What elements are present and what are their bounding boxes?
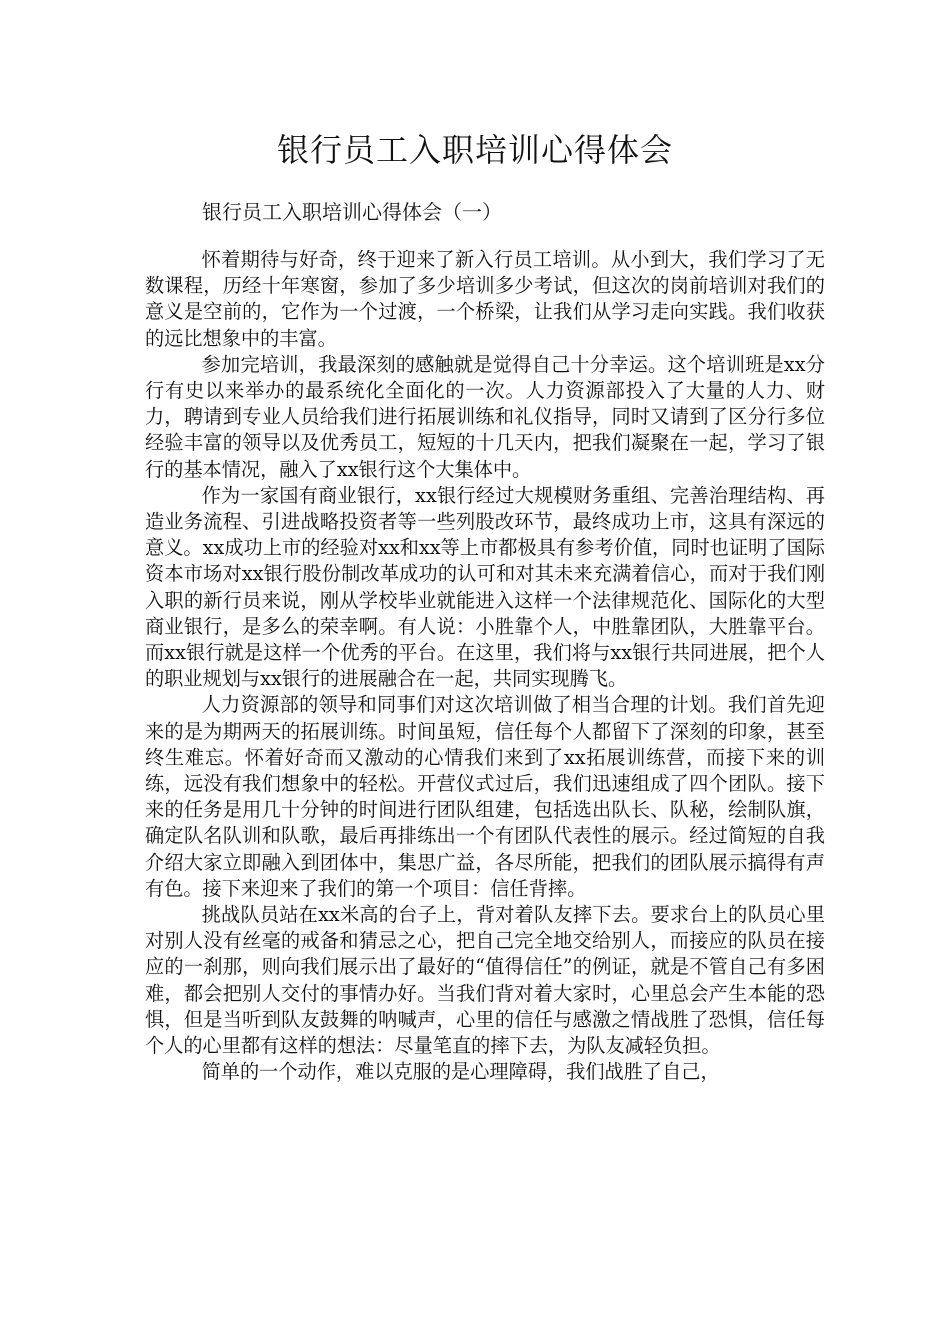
- body-paragraph: 怀着期待与好奇，终于迎来了新入行员工培训。从小到大，我们学习了无数课程，历经十年寒窗，参加了多少培训多少考试，但这次的岗前培训对我们的意义是空前的，它作为一个过渡，一个桥梁，让我们从学习走向实践。我们收获的远比想象中的丰富。: [145, 248, 825, 350]
- body-paragraph: 简单的一个动作，难以克服的是心理障碍，我们战胜了自己，: [201, 1060, 720, 1084]
- document-title: 银行员工入职培训心得体会: [276, 131, 673, 169]
- document-body: [145, 247, 825, 1086]
- body-paragraph: 人力资源部的领导和同事们对这次培训做了相当合理的计划。我们首先迎来的是为期两天的拓展训练。时间虽短，信任每个人都留下了深刻的印象，甚至终生难忘。怀着好奇而又激动的心情我们来到了xx拓展训练营，而接下来的训练，远没有我们想象中的轻松。开营仪式过后，我们迅速组成了四个团队。接下来的任务是用几十分钟的时间进行团队组建，包括选出队长、队秘，绘制队旗，确定队名队训和队歌，最后再排练出一个有团队代表性的展示。经过简短的自我介绍大家立即融入到团体中，集思广益，各尽所能，把我们的团队展示搞得有声有色。接下来迎来了我们的第一个项目：信任背摔。: [145, 693, 825, 900]
- body-paragraph: 参加完培训，我最深刻的感触就是觉得自己十分幸运。这个培训班是xx分行有史以来举办的最系统化全面化的一次。人力资源部投入了大量的人力、财力，聘请到专业人员给我们进行拓展训练和礼仪指导，同时又请到了区分行多位经验丰富的领导以及优秀员工，短短的十几天内，把我们凝聚在一起，学习了银行的基本情况，融入了xx银行这个大集体中。: [145, 352, 825, 481]
- body-paragraph: 挑战队员站在xx米高的台子上，背对着队友摔下去。要求台上的队员心里对别人没有丝毫的戒备和猜忌之心，把自己完全地交给别人，而接应的队员在接应的一刹那，则向我们展示出了最好的“值得信任”的例证，就是不管自己有多困难，都会把别人交付的事情办好。当我们背对着大家时，心里总会产生本能的恐惧，但是当听到队友鼓舞的呐喊声，心里的信任与感激之情战胜了恐惧，信任每个人的心里都有这样的想法：尽量笔直的摔下去，为队友减轻负担。: [145, 903, 825, 1058]
- document-subtitle: 银行员工入职培训心得体会（一）: [202, 200, 502, 224]
- body-paragraph: 作为一家国有商业银行，xx银行经过大规模财务重组、完善治理结构、再造业务流程、引进战略投资者等一些列股改环节，最终成功上市，这具有深远的意义。xx成功上市的经验对xx和xx等上市都极具有参考价值，同时也证明了国际资本市场对xx银行股份制改革成功的认可和对其未来充满着信心，而对于我们刚入职的新行员来说，刚从学校毕业就能进入这样一个法律规范化、国际化的大型商业银行，是多么的荣幸啊。有人说：小胜靠个人，中胜靠团队，大胜靠平台。而xx银行就是这样一个优秀的平台。在这里，我们将与xx银行共同进展，把个人的职业规划与xx银行的进展融合在一起，共同实现腾飞。: [145, 483, 825, 691]
